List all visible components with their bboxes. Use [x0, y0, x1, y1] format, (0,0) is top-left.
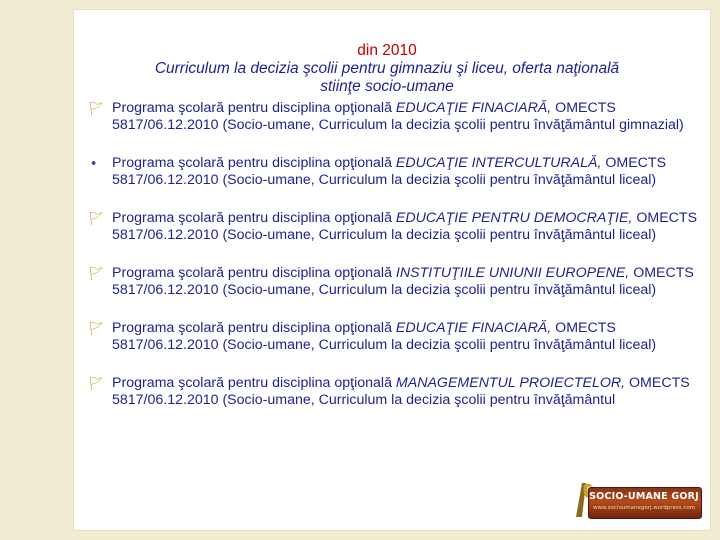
heading-year: din 2010 — [357, 42, 417, 59]
item-subject: INSTITUŢIILE UNIUNII EUROPENE, — [395, 265, 630, 281]
flag-icon: 🚩︎ — [88, 376, 105, 391]
list-item — [88, 265, 708, 299]
flag-icon: 🚩︎ — [88, 266, 105, 281]
item-prefix: Programa şcolară pentru disciplina opţională — [112, 375, 396, 391]
item-rest: OMECTS 5817/06.12.2010 (Socio-umane, Curriculum la decizia şcolii pentru învăţământul liceal) — [112, 155, 667, 188]
logo-title: SOCIO-UMANE GORJ — [589, 491, 699, 502]
socio-umane-gorj-logo[interactable] — [570, 477, 702, 525]
item-subject: EDUCAŢIE INTERCULTURALĂ, — [395, 155, 602, 171]
list-item — [88, 320, 708, 354]
slide-heading — [37, 42, 720, 96]
item-rest: OMECTS 5817/06.12.2010 (Socio-umane, Curriculum la decizia şcolii pentru învăţământul liceal) — [112, 265, 694, 298]
item-prefix: Programa şcolară pentru disciplina opţională — [112, 100, 396, 116]
item-subject: EDUCAŢIE PENTRU DEMOCRAŢIE, — [395, 210, 633, 226]
item-subject: EDUCAŢIE FINACIARĂ, — [395, 320, 552, 336]
list-item — [88, 210, 708, 244]
flag-icon: 🚩︎ — [88, 321, 105, 336]
item-rest: OMECTS 5817/06.12.2010 (Socio-umane, Curriculum la decizia şcolii pentru învăţământul liceal) — [112, 320, 657, 353]
list-item — [88, 100, 708, 134]
item-rest: OMECTS 5817/06.12.2010 (Socio-umane, Curriculum la decizia şcolii pentru învăţământul liceal) — [112, 210, 698, 243]
item-prefix: Programa şcolară pentru disciplina opţională — [112, 155, 396, 171]
dot-icon: • — [91, 155, 97, 172]
item-subject: EDUCAŢIE FINACIARĂ, — [395, 100, 552, 116]
item-prefix: Programa şcolară pentru disciplina opţională — [112, 320, 396, 336]
flag-icon: 🚩︎ — [88, 211, 105, 226]
list-item — [88, 155, 708, 189]
list-item — [88, 375, 708, 409]
item-subject: MANAGEMENTUL PROIECTELOR, — [395, 375, 626, 391]
flag-icon: 🚩︎ — [88, 101, 105, 116]
item-rest: OMECTS 5817/06.12.2010 (Socio-umane, Curriculum la decizia şcolii pentru învăţământul — [112, 375, 690, 408]
curriculum-list — [88, 100, 708, 430]
item-prefix: Programa şcolară pentru disciplina opţională — [112, 265, 396, 281]
slide-top-band — [0, 0, 720, 10]
item-rest: OMECTS 5817/06.12.2010 (Socio-umane, Curriculum la decizia şcolii pentru învăţământul gimnazial) — [112, 100, 684, 133]
heading-title-line-1: Curriculum la decizia şcolii pentru gimnaziu şi liceu, oferta naţională — [154, 60, 620, 77]
logo-subtitle: www.socioumanegorj.wordpress.com — [592, 505, 696, 511]
heading-title-line-2: stiinţe socio-umane — [320, 78, 454, 95]
slide-bottom-band — [0, 530, 720, 540]
item-prefix: Programa şcolară pentru disciplina opţională — [112, 210, 396, 226]
